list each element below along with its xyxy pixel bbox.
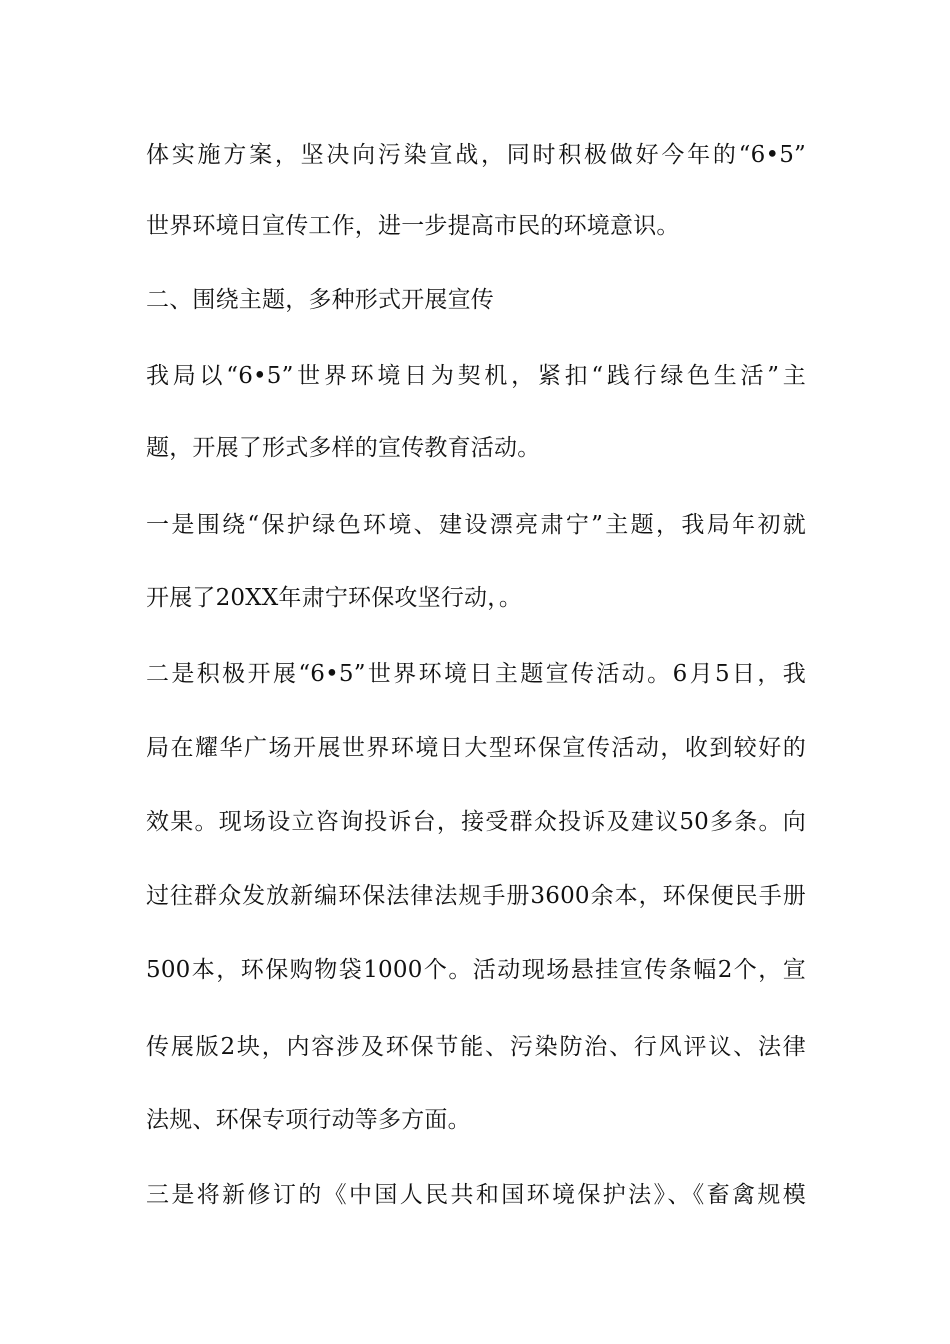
text-line: 过往群众发放新编环保法律法规手册3600余本，环保便民手册 (146, 883, 806, 909)
text-line: 题，开展了形式多样的宣传教育活动。 (146, 435, 541, 461)
section-heading: 二、围绕主题，多种形式开展宣传 (146, 287, 494, 313)
text-line: 我局以“6•5”世界环境日为契机，紧扣“践行绿色生活”主 (146, 363, 806, 389)
text-line: 体实施方案，坚决向污染宣战，同时积极做好今年的“6•5” (146, 142, 806, 168)
text-line: 一是围绕“保护绿色环境、建设漂亮肃宁”主题，我局年初就 (146, 512, 806, 538)
text-line: 局在耀华广场开展世界环境日大型环保宣传活动，收到较好的 (146, 735, 806, 761)
text-line: 500本，环保购物袋1000个。活动现场悬挂宣传条幅2个，宣 (146, 957, 806, 983)
text-line: 世界环境日宣传工作，进一步提高市民的环境意识。 (146, 213, 680, 239)
text-line: 开展了20XX年肃宁环保攻坚行动，。 (146, 585, 523, 611)
text-line: 传展版2块，内容涉及环保节能、污染防治、行风评议、法律 (146, 1034, 806, 1060)
text-line: 三是将新修订的《中国人民共和国环境保护法》、《畜禽规模 (146, 1182, 806, 1208)
text-line: 法规、环保专项行动等多方面。 (146, 1107, 471, 1133)
text-line: 二是积极开展“6•5”世界环境日主题宣传活动。6月5日，我 (146, 661, 806, 687)
text-line: 效果。现场设立咨询投诉台，接受群众投诉及建议50多条。向 (146, 809, 806, 835)
